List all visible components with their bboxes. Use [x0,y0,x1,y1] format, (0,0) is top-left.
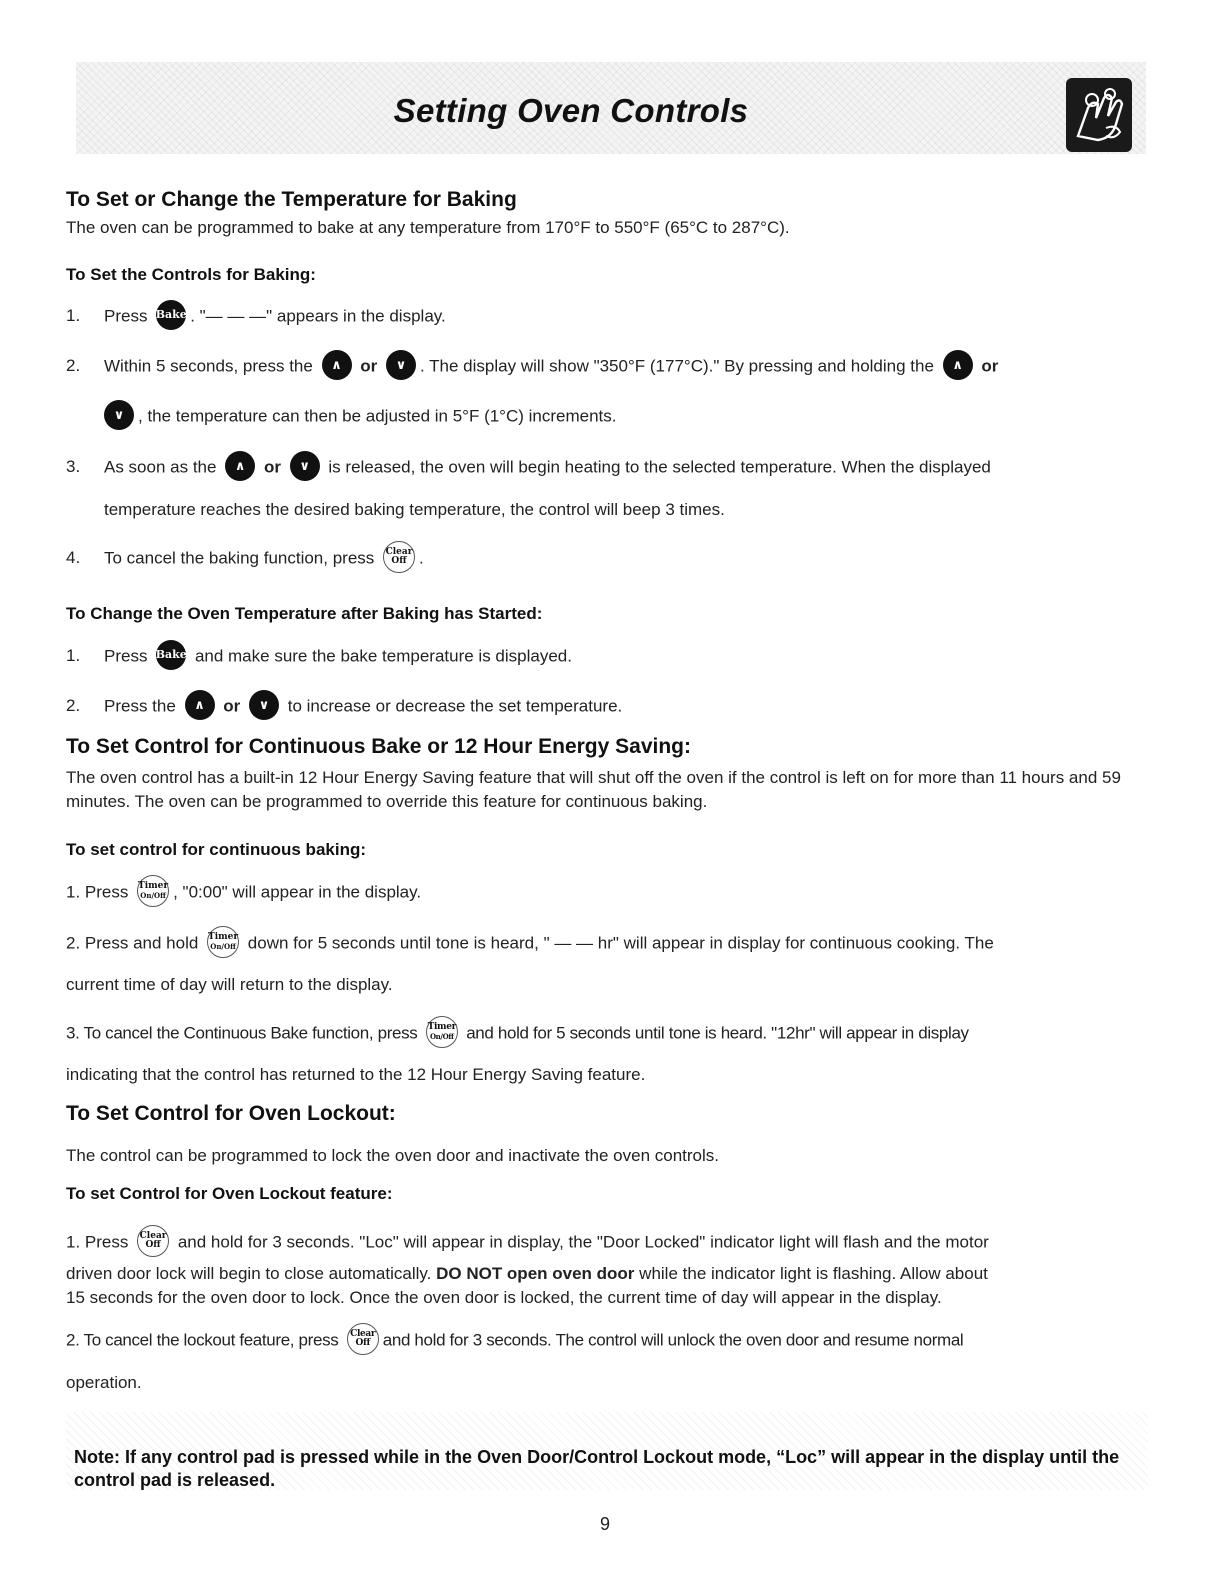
change-temperature-subheading: To Change the Oven Temperature after Baking has Started: [66,604,543,623]
lockout-subheading: To set Control for Oven Lockout feature: [66,1184,393,1203]
baking-step-1 [66,302,1148,332]
step-text: 1. Press [66,882,129,902]
continuous-step-1 [66,877,421,909]
step-text: . The display will show "350°F (177°C)." By pressing and holding the [420,356,934,376]
step-text: 2. Press and hold [66,933,199,953]
step-text: , "0:00" will appear in the display. [173,882,422,902]
step-text: . [419,548,424,568]
up-arrow-pad-icon: ∧ [322,350,352,380]
or-word: or [223,696,241,716]
step-text: As soon as the [104,457,217,477]
continuous-step-3 [66,1018,969,1050]
timer-on-off-pad-icon: Timer On/Off [137,875,169,907]
lockout-step-1-line-3: 15 seconds for the oven door to lock. Once the oven door is locked, the current time of day will appear in the display. [66,1288,942,1307]
baking-step-3-continued: temperature reaches the desired baking temperature, the control will beep 3 times. [104,500,725,519]
step-text: . "— — —" appears in the display. [190,306,446,326]
lockout-step-1-line-2 [66,1262,988,1286]
step-text: down for 5 seconds until tone is heard, " — — hr" will appear in display for continuous cooking. The [247,933,994,953]
bake-pad-icon: Bake [156,640,186,670]
step-text: Press [104,306,148,326]
lockout-step-2-continued: operation. [66,1373,142,1392]
step-text: and hold for 3 seconds. The control will unlock the oven door and resume normal [382,1330,964,1350]
down-arrow-pad-icon: ∨ [104,400,134,430]
step-text: Press [104,646,148,666]
step-text: and hold for 3 seconds. "Loc" will appear in display, the "Door Locked" indicator light will flash and the motor [177,1232,989,1252]
lockout-step-1 [66,1227,989,1259]
step-text: and hold for 5 seconds until tone is heard. "12hr" will appear in display [466,1023,969,1043]
or-word: or [263,457,281,477]
step-number: 2. [66,696,81,716]
bake-pad-icon: Bake [156,300,186,330]
page-title: Setting Oven Controls [393,92,749,129]
timer-on-off-pad-icon: Timer On/Off [426,1016,458,1048]
lockout-step-2 [66,1325,963,1357]
step-text: Within 5 seconds, press the [104,356,313,376]
down-arrow-pad-icon: ∨ [290,451,320,481]
step-text: driven door lock will begin to close automatically. [66,1264,432,1283]
down-arrow-pad-icon: ∨ [386,350,416,380]
up-arrow-pad-icon: ∧ [943,350,973,380]
step-text: , the temperature can then be adjusted in 5°F (1°C) increments. [138,406,617,426]
step-number: 1. [66,306,81,326]
step-number: 2. [66,356,81,376]
timer-on-off-pad-icon: Timer On/Off [207,926,239,958]
clear-off-pad-icon: Clear Off [137,1225,169,1257]
step-text: 3. To cancel the Continuous Bake function, press [66,1023,418,1043]
step-text: 1. Press [66,1232,129,1252]
step-text: and make sure the bake temperature is displayed. [194,646,572,666]
up-arrow-pad-icon: ∧ [225,451,255,481]
continuous-heading: To Set Control for Continuous Bake or 12 Hour Energy Saving: [66,735,691,758]
baking-step-2-continued [104,402,617,432]
step-text: while the indicator light is flashing. Allow about [639,1264,988,1283]
continuous-step-2-continued: current time of day will return to the display. [66,975,393,994]
step-text: is released, the oven will begin heating to the selected temperature. When the displayed [328,457,991,477]
step-text: 2. To cancel the lockout feature, press [66,1330,339,1350]
down-arrow-pad-icon: ∨ [249,690,279,720]
clear-off-pad-icon: Clear Off [383,541,415,573]
step-number: 3. [66,457,81,477]
page-number: 9 [599,1514,610,1534]
up-arrow-pad-icon: ∧ [185,690,215,720]
baking-heading: To Set or Change the Temperature for Baking [66,188,517,211]
clear-off-pad-icon: Clear Off [347,1323,379,1355]
lockout-intro: The control can be programmed to lock the oven door and inactivate the oven controls. [66,1146,719,1165]
change-step-2 [66,692,1148,722]
step-text: To cancel the baking function, press [104,548,375,568]
continuous-subheading: To set control for continuous baking: [66,840,367,859]
step-number: 1. [66,646,81,666]
baking-step-4 [66,543,1148,575]
baking-step-3 [66,453,1148,483]
hands-setting-controls-icon [1066,78,1132,152]
note-box [66,1412,1148,1490]
continuous-step-2 [66,928,994,960]
or-word: or [981,356,999,376]
header-banner [76,62,1146,154]
baking-intro: The oven can be programmed to bake at any temperature from 170°F to 550°F (65°C to 287°C). [66,218,790,237]
or-word: or [360,356,378,376]
lockout-heading: To Set Control for Oven Lockout: [66,1102,396,1125]
baking-step-2 [66,352,1148,382]
warning-text: DO NOT open oven door [436,1264,635,1283]
continuous-intro: The oven control has a built-in 12 Hour Energy Saving feature that will shut off the oven if the control is left on for more than 11 hours and 59 minutes. The oven can be programmed to override this feature for continuous baking. [66,768,1121,811]
step-text: Press the [104,696,176,716]
change-step-1 [66,642,1148,672]
set-controls-subheading: To Set the Controls for Baking: [66,265,316,284]
step-number: 4. [66,548,81,568]
step-text: to increase or decrease the set temperature. [287,696,623,716]
continuous-step-3-continued: indicating that the control has returned to the 12 Hour Energy Saving feature. [66,1065,646,1084]
note-text: Note: If any control pad is pressed while in the Oven Door/Control Lockout mode, “Loc” will appear in the display until the control pad is released. [74,1447,1120,1490]
